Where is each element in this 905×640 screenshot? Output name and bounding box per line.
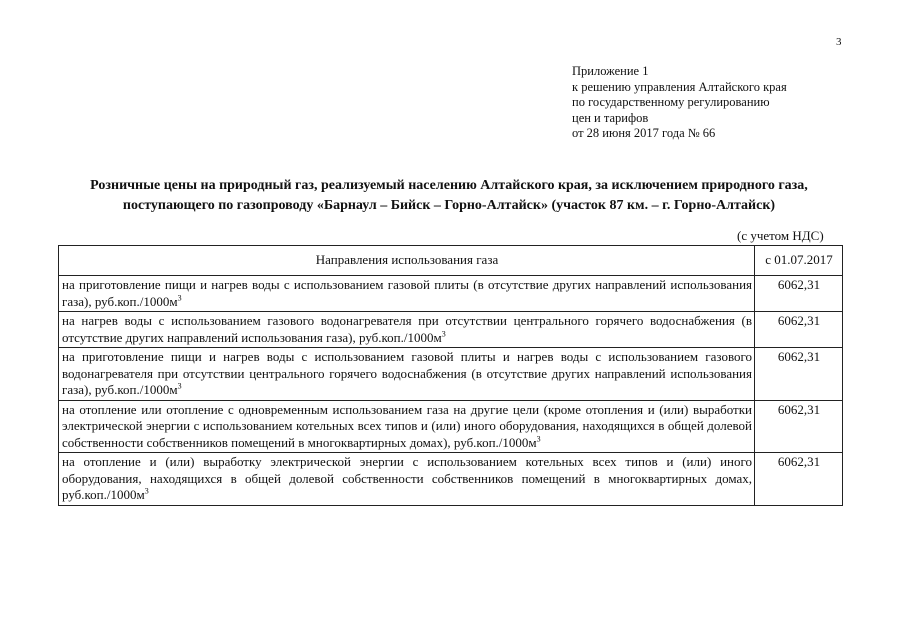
appendix-line: от 28 июня 2017 года № 66 (572, 126, 716, 140)
appendix-block (572, 64, 787, 142)
appendix-line: цен и тарифов (572, 110, 649, 125)
title-line-2: поступающего по газопроводу «Барнаул – Бийск – Горно-Алтайск» (участок 87 км. – г. Горно-Алтайск) (122, 198, 776, 213)
row-description (59, 453, 755, 506)
appendix-line: Приложение 1 (572, 64, 649, 78)
table-row (59, 400, 843, 453)
row-description (59, 400, 755, 453)
appendix-line: к решению управления Алтайского края (572, 79, 787, 94)
row-value: 6062,31 (755, 312, 843, 348)
table-row (59, 348, 843, 401)
header-usage: Направления использования газа (59, 246, 755, 276)
unit-label: , $руб.коп./1000м^3$ (352, 329, 446, 345)
table-header-row (59, 246, 843, 276)
table-row (59, 453, 843, 506)
price-table (58, 245, 843, 506)
row-description (59, 348, 755, 401)
table-row (59, 276, 843, 312)
document-title (40, 176, 858, 216)
row-value: 6062,31 (755, 400, 843, 453)
row-value: 6062,31 (755, 348, 843, 401)
row-description (59, 276, 755, 312)
unit-label: , $руб.коп./1000м^3$ (447, 434, 541, 450)
unit-label: , $руб.коп./1000м^3$ (88, 293, 182, 309)
unit-label: , $руб.коп./1000м^3$ (88, 381, 182, 397)
table-row (59, 312, 843, 348)
title-line-1: Розничные цены на природный газ, реализуемый населению Алтайского края, за исключением природного газа, (90, 178, 808, 193)
vat-note: (с учетом НДС) (737, 228, 824, 243)
row-text: на нагрев воды с использованием газового водонагревателя при отсутствии центрального горячего водоснабжения (в отсутствие других направлений использования газа) (62, 313, 752, 345)
row-value: 6062,31 (755, 453, 843, 506)
header-date: с 01.07.2017 (755, 246, 843, 276)
row-text: на отопление и (или) выработку электрической энергии с использованием котельных всех типов и (или) иного оборудования, находящихся в общей долевой собственности собственников помещений в многоквартирных домах (62, 454, 752, 486)
page-number: 3 (836, 36, 842, 48)
row-text: на приготовление пищи и нагрев воды с использованием газовой плиты и нагрев воды с использованием газового водонагревателя при отсутствии центрального горячего водоснабжения (в отсутствие других направлений использования газа) (62, 349, 752, 397)
row-description (59, 312, 755, 348)
appendix-line: по государственному регулированию (572, 95, 770, 109)
row-text: на приготовление пищи и нагрев воды с использованием газовой плиты (в отсутствие других направлений использования газа) (62, 277, 752, 309)
row-value: 6062,31 (755, 276, 843, 312)
row-text: на отопление или отопление с одновременным использованием газа на другие цели (кроме отопления и (или) выработки электрической энергии с использованием котельных всех типов и (или) иного оборудования, находящихся в общей долевой собственности собственников помещений в многоквартирных домах) (62, 401, 752, 450)
unit-label: , $руб.коп./1000м^3$ (62, 470, 752, 502)
